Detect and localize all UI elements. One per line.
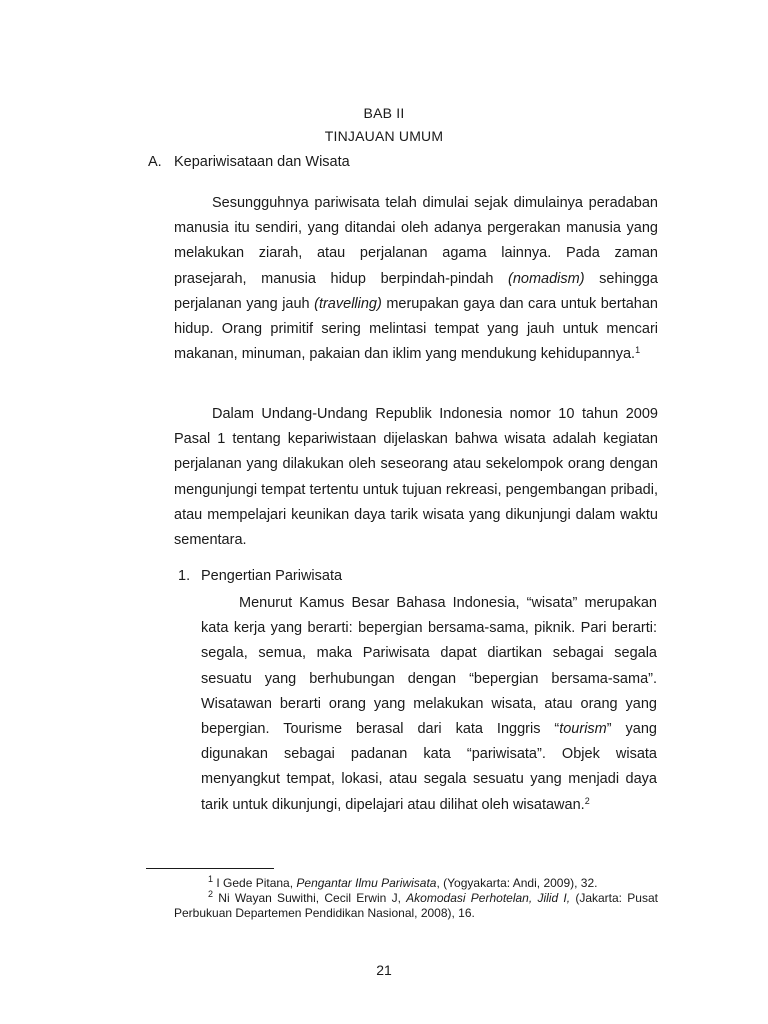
paragraph-text: Sesungguhnya pariwisata telah dimulai sejak dimulainya peradaban manusia itu sendiri, yang ditandai oleh adanya pergerakan manusia yang melakukan ziarah, atau perjalanan agama lainnya. Pada zaman prasejarah, manusia hidup berpindah-pindah (174, 195, 658, 287)
italic-term: tourism (559, 721, 607, 738)
paragraph-text: merupakan gaya dan cara untuk bertahan hidup. Orang primitif sering melintasi tempat yang jauh untuk mencari makanan, minuman, pakaian dan iklim yang mendukung kehidupannya. (174, 295, 658, 363)
chapter-label: BAB II (363, 105, 405, 121)
subsection-number: 1. (178, 568, 191, 584)
footnote-2 (174, 891, 658, 921)
chapter-title: TINJAUAN UMUM (324, 128, 444, 144)
footnote-number: 2 (208, 889, 214, 899)
footnote-title: Pengantar Ilmu Pariwisata (296, 876, 437, 890)
footnote-text: , (Yogyakarta: Andi, 2009), 32. (436, 876, 598, 890)
paragraph-law: Dalam Undang-Undang Republik Indonesia nomor 10 tahun 2009 Pasal 1 tentang kepariwistaan dijelaskan bahwa wisata adalah kegiatan perjalanan yang dilakukan oleh seseorang atau sekelompok orang dengan mengunjungi tempat tertentu untuk tujuan rekreasi, pengembangan pribadi, atau mempelajari keunikan daya tarik wisata yang dikunjungi dalam waktu sementara. (174, 406, 658, 549)
subsection-heading-text: Pengertian Pariwisata (201, 568, 343, 584)
subsection-heading (178, 568, 342, 584)
footnote-reference[interactable]: 1 (635, 345, 641, 356)
footnote-number: 1 (208, 874, 214, 884)
footnote-reference[interactable]: 2 (584, 795, 590, 806)
paragraph-text: sehingga perjalanan yang jauh (174, 270, 658, 312)
paragraph-intro (174, 191, 658, 367)
section-heading (148, 154, 350, 170)
italic-term: (nomadism) (508, 270, 585, 287)
footnote-text: I Gede Pitana, (213, 876, 297, 890)
footnote-text: (Jakarta: Pusat Perbukuan Departemen Pendidikan Nasional, 2008), 16. (174, 891, 658, 920)
section-heading-text: Kepariwisataan dan Wisata (174, 154, 350, 170)
footnote-1 (174, 876, 658, 891)
footnote-text: Ni Wayan Suwithi, Cecil Erwin J, (213, 891, 407, 905)
section-number: A. (148, 154, 162, 170)
italic-term: (travelling) (314, 295, 382, 312)
page-number: 21 (376, 962, 392, 978)
footnote-divider (146, 868, 274, 869)
paragraph-text: Menurut Kamus Besar Bahasa Indonesia, “wisata” merupakan kata kerja yang berarti: bepergian bersama-sama, piknik. Pari berarti: segala, semua, maka Pariwisata dapat diartikan sebagai segala sesuatu yang berhubungan dengan “bepergian bersama-sama”. Wisatawan berarti orang yang melakukan wisata, atau orang yang bepergian. Tourisme berasal dari kata Inggris “ (201, 595, 657, 738)
footnote-title: Akomodasi Perhotelan, Jilid I, (406, 891, 571, 905)
paragraph-definition (201, 591, 657, 818)
paragraph-text: ” yang digunakan sebagai padanan kata “pariwisata”. Objek wisata menyangkut tempat, lokasi, atau segala sesuatu yang menjadi daya tarik untuk dikunjungi, dipelajari atau dilihat oleh wisatawan. (201, 721, 657, 813)
